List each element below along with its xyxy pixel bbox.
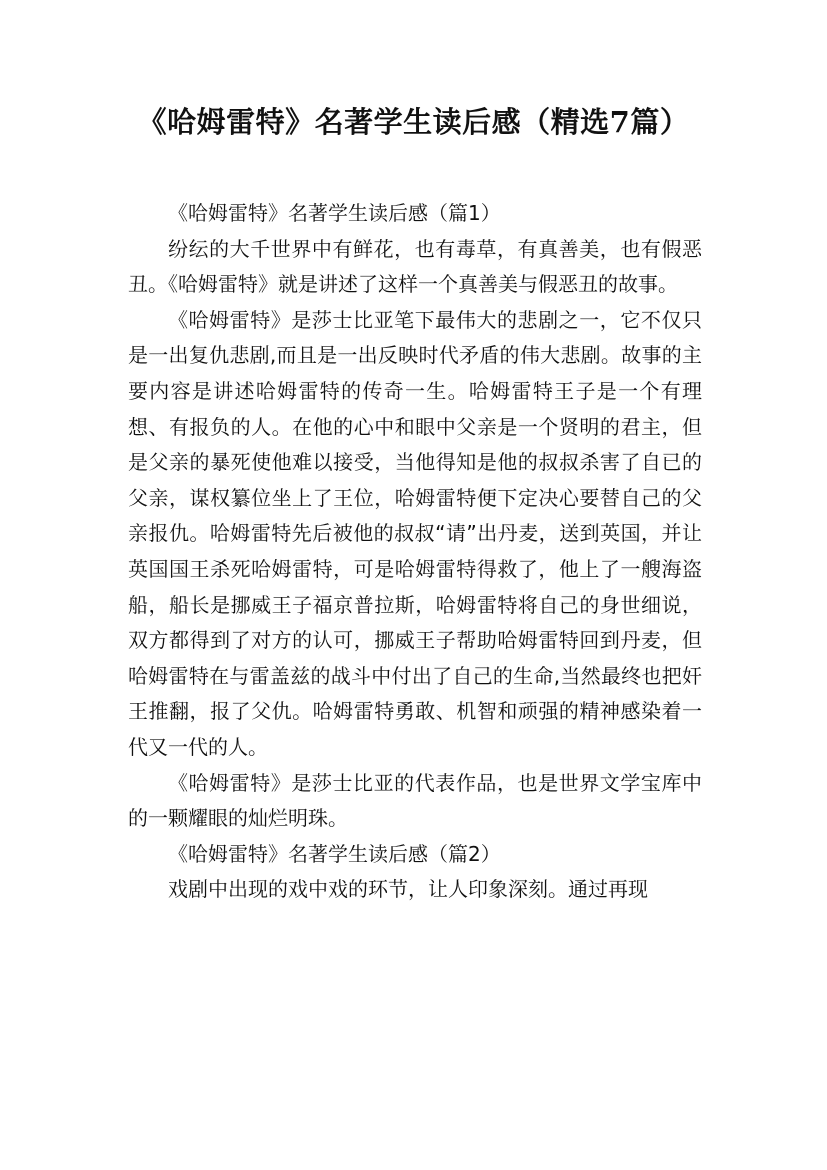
paragraph: 《哈姆雷特》是莎士比亚的代表作品，也是世界文学宝库中的一颗耀眼的灿烂明珠。 — [128, 770, 702, 831]
section-heading-2: 《哈姆雷特》名著学生读后感（篇2） — [168, 841, 501, 866]
document-title: 《哈姆雷特》名著学生读后感（精选7篇） — [137, 105, 690, 139]
document-body — [128, 196, 702, 908]
paragraph: 《哈姆雷特》是莎士比亚笔下最伟大的悲剧之一，它不仅只是一出复仇悲剧,而且是一出反映时代矛盾的伟大悲剧。故事的主要内容是讲述哈姆雷特的传奇一生。哈姆雷特王子是一个有理想、有报负的人。在他的心中和眼中父亲是一个贤明的君主，但是父亲的暴死使他难以接受，当他得知是他的叔叔杀害了自已的父亲，谋权纂位坐上了王位，哈姆雷特便下定决心要替自己的父亲报仇。哈姆雷特先后被他的叔叔“请”出丹麦，送到英国，并让英国国王杀死哈姆雷特，可是哈姆雷特得救了，他上了一艘海盗船，船长是挪威王子福京普拉斯，哈姆雷特将自己的身世细说，双方都得到了对方的认可，挪威王子帮助哈姆雷特回到丹麦，但哈姆雷特在与雷盖兹的战斗中付出了自己的生命,当然最终也把奸王推翻，报了父仇。哈姆雷特勇敢、机智和顽强的精神感染着一代又一代的人。 — [128, 307, 702, 759]
paragraph: 纷纭的大千世界中有鲜花，也有毒草，有真善美，也有假恶丑。《哈姆雷特》就是讲述了这样一个真善美与假恶丑的故事。 — [128, 236, 702, 297]
paragraph: 戏剧中出现的戏中戏的环节，让人印象深刻。通过再现 — [168, 877, 648, 902]
section-heading-1: 《哈姆雷特》名著学生读后感（篇1） — [168, 201, 501, 225]
